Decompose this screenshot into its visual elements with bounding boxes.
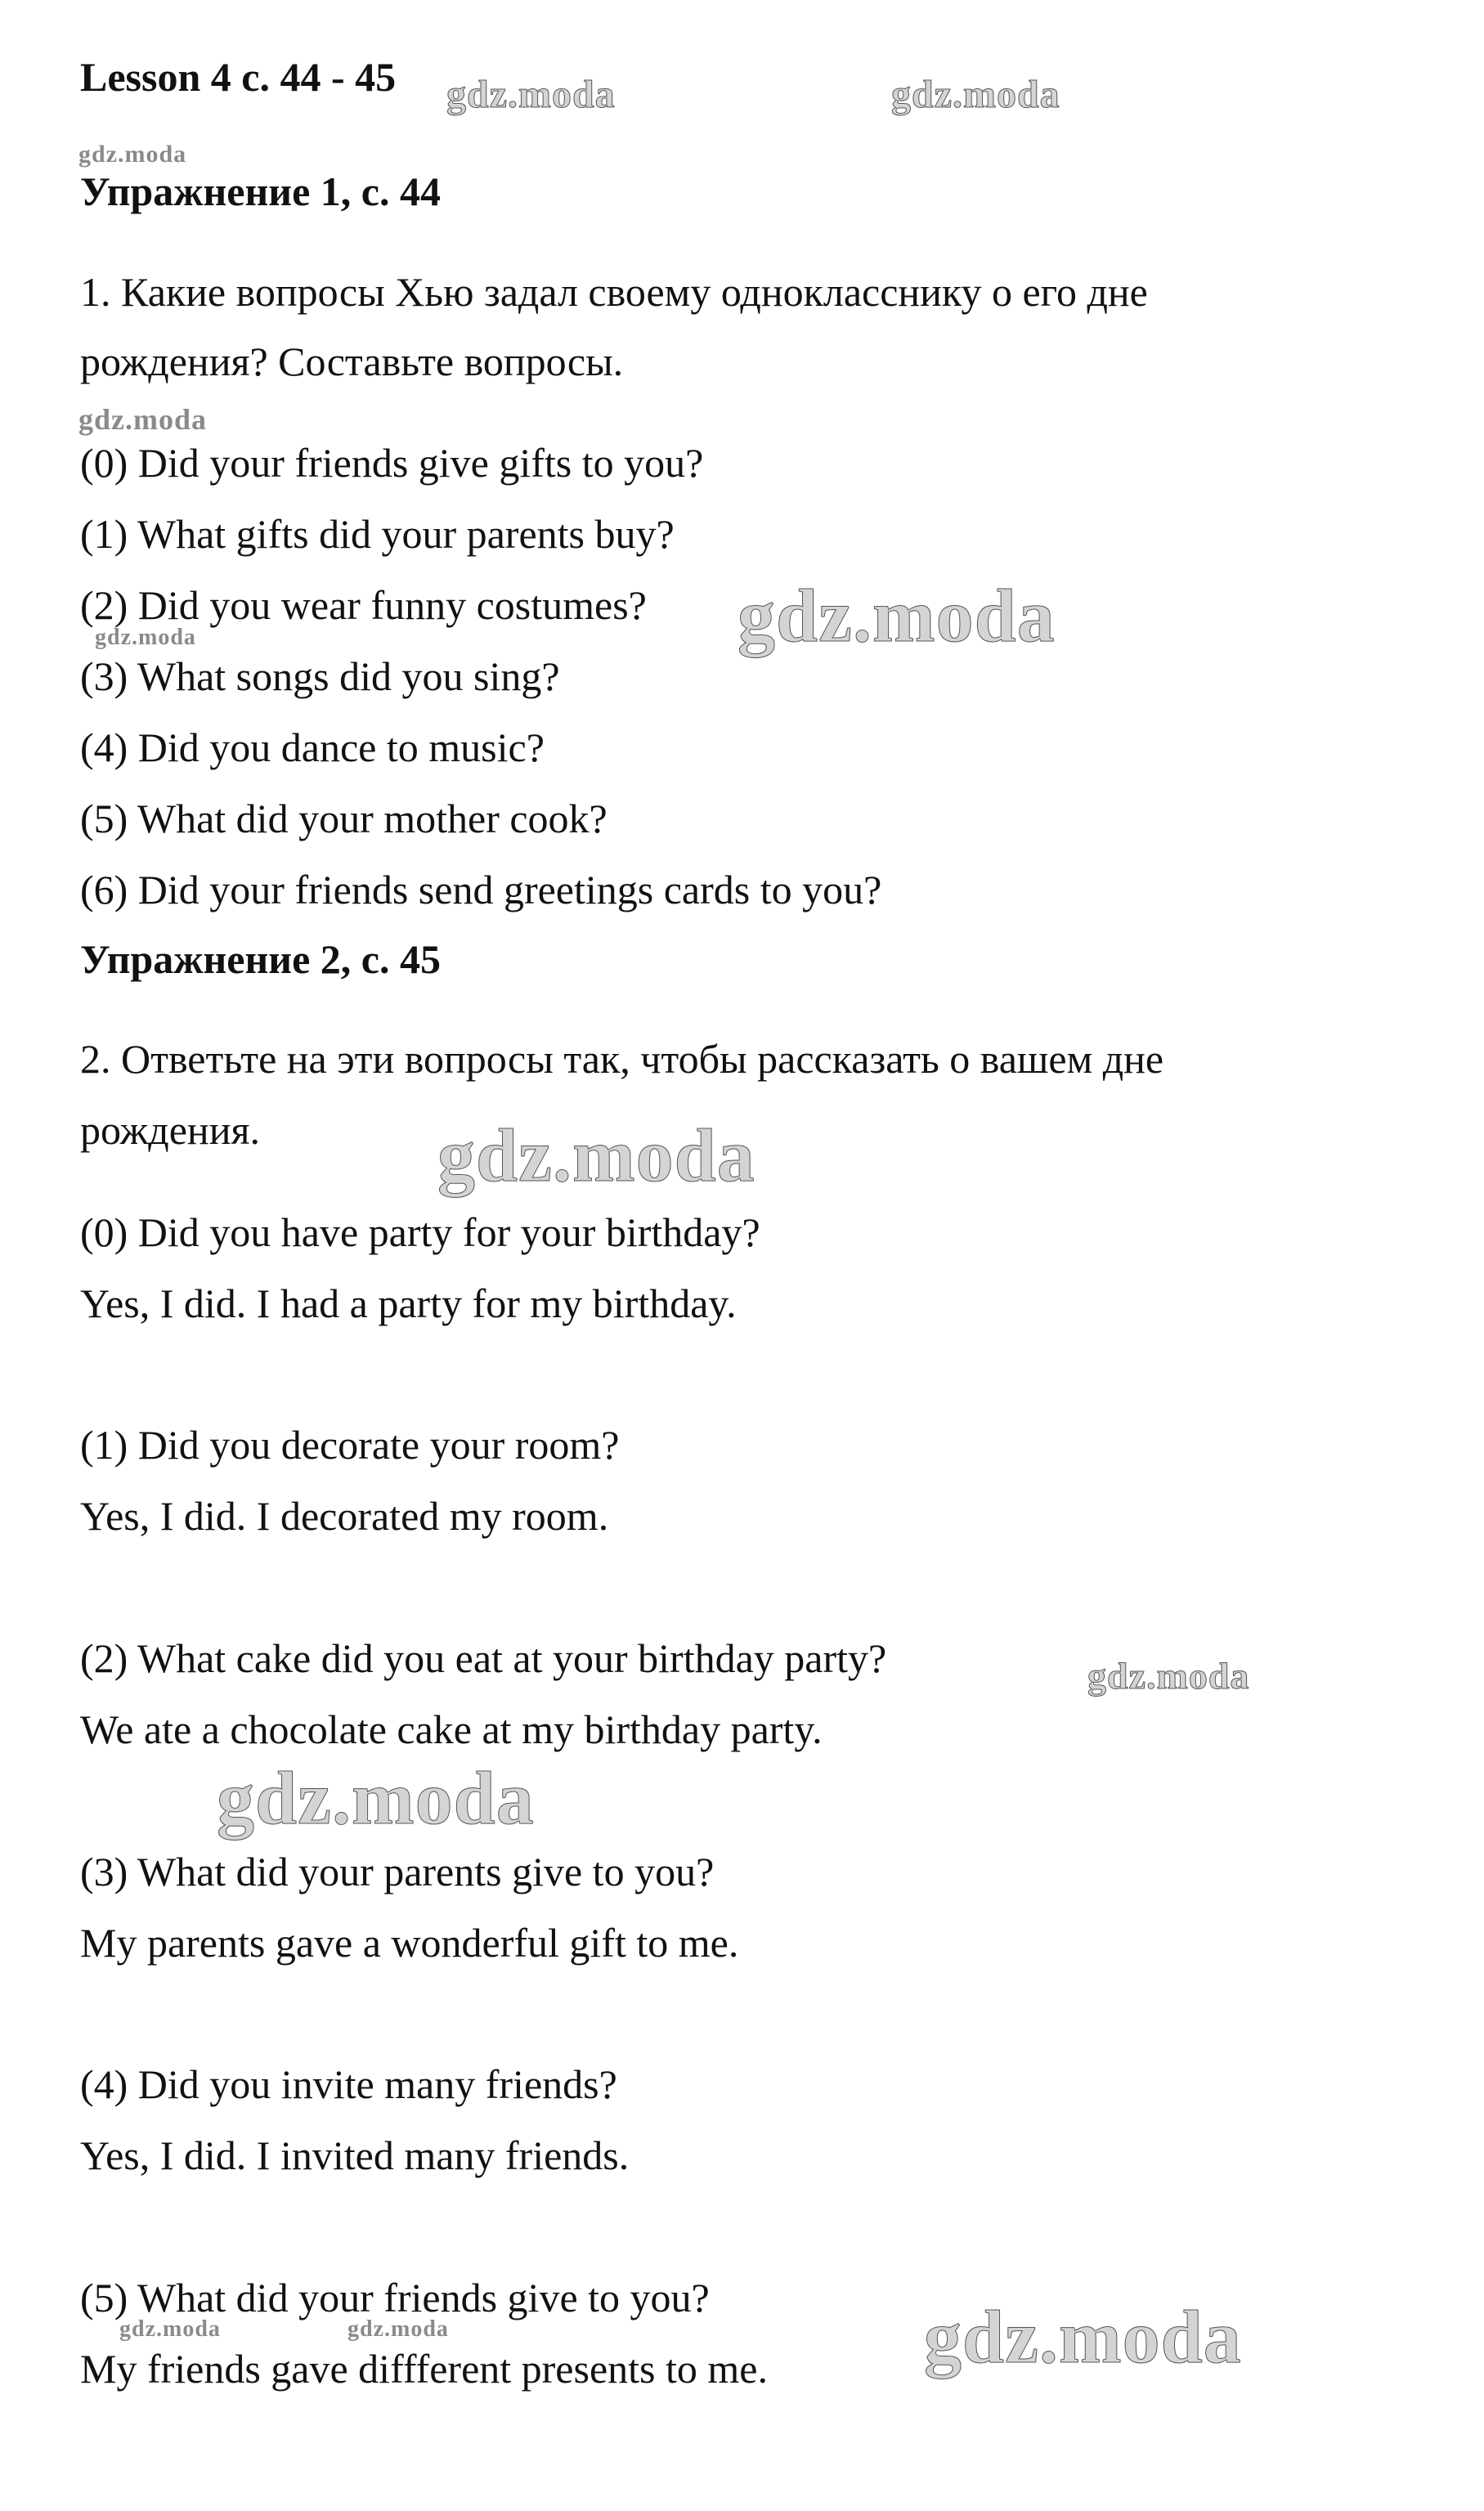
exercise-1-heading: Упражнение 1, с. 44 — [80, 168, 441, 214]
watermark: gdz.moda — [347, 2316, 449, 2342]
watermark: gdz.moda — [1087, 1655, 1250, 1697]
exercise-1-item: (0) Did your friends give gifts to you? — [80, 440, 704, 486]
watermark: gdz.moda — [891, 73, 1060, 116]
exercise-2-answer: Yes, I did. I had a party for my birthday. — [80, 1280, 737, 1326]
watermark: gdz.moda — [119, 2316, 221, 2342]
exercise-1-item: (1) What gifts did your parents buy? — [80, 511, 675, 557]
exercise-2-heading: Упражнение 2, с. 45 — [80, 936, 441, 982]
exercise-1-item: (3) What songs did you sing? — [80, 653, 560, 699]
watermark: gdz.moda — [78, 403, 208, 436]
exercise-2-answer: Yes, I did. I invited many friends. — [80, 2132, 630, 2178]
watermark: gdz.moda — [95, 625, 196, 650]
exercise-2-question: (5) What did your friends give to you? — [80, 2275, 710, 2320]
watermark: gdz.moda — [738, 574, 1056, 657]
exercise-1-item: (4) Did you dance to music? — [80, 724, 545, 770]
watermark: gdz.moda — [437, 1114, 755, 1197]
watermark: gdz.moda — [446, 73, 616, 116]
lesson-title: Lesson 4 c. 44 - 45 — [80, 54, 397, 100]
watermark: gdz.moda — [924, 2295, 1242, 2379]
exercise-2-question: (3) What did your parents give to you? — [80, 1849, 715, 1894]
exercise-2-prompt-line1: 2. Ответьте на эти вопросы так, чтобы рассказать о вашем дне — [80, 1036, 1164, 1082]
watermark: gdz.moda — [217, 1756, 535, 1840]
exercise-1-item: (5) What did your mother cook? — [80, 796, 607, 841]
exercise-1-prompt-line1: 1. Какие вопросы Хью задал своему однокласснику о его дне — [80, 269, 1148, 315]
exercise-2-answer: We ate a chocolate cake at my birthday party. — [80, 1706, 823, 1752]
exercise-2-answer: Yes, I did. I decorated my room. — [80, 1493, 609, 1539]
exercise-2-question: (1) Did you decorate your room? — [80, 1422, 620, 1468]
watermark: gdz.moda — [78, 141, 187, 168]
exercise-2-answer: My friends gave diffferent presents to me. — [80, 2346, 768, 2392]
exercise-1-item: (6) Did your friends send greetings cards to you? — [80, 867, 882, 912]
exercise-2-question: (4) Did you invite many friends? — [80, 2061, 617, 2107]
exercise-2-prompt-line2: рождения. — [80, 1107, 260, 1153]
exercise-2-answer: My parents gave a wonderful gift to me. — [80, 1920, 739, 1966]
exercise-1-item: (2) Did you wear funny costumes? — [80, 582, 647, 628]
exercise-2-question: (0) Did you have party for your birthday? — [80, 1209, 760, 1255]
exercise-1-prompt-line2: рождения? Составьте вопросы. — [80, 339, 624, 384]
exercise-2-question: (2) What cake did you eat at your birthday party? — [80, 1635, 887, 1681]
